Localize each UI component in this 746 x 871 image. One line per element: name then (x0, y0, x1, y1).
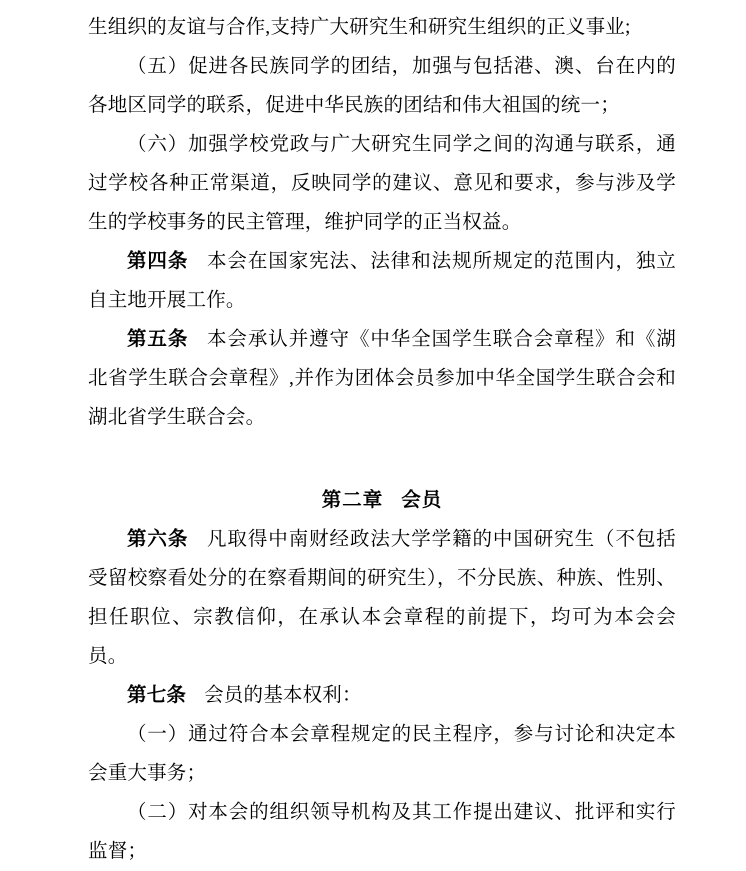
paragraph-article-five (88, 320, 676, 437)
article-four-term: 第四条 (127, 251, 189, 272)
article-five-text: 本会承认并遵守《中华全国学生联合会章程》和《湖北省学生联合会章程》,并作为团体会员参加中华全国学生联合会和湖北省学生联合会。 (88, 329, 676, 428)
paragraph-item-five: （五）促进各民族同学的团结，加强与包括港、澳、台在内的各地区同学的联系，促进中华民族的团结和伟大祖国的统一； (88, 56, 676, 116)
paragraph-right-one: （一）通过符合本会章程规定的民主程序，参与讨论和决定本会重大事务； (88, 724, 676, 784)
article-six-text: 凡取得中南财经政法大学学籍的中国研究生（不包括受留校察看处分的在察看期间的研究生），不分民族、种族、性别、担任职位、宗教信仰，在承认本会章程的前提下，均可为本会会员。 (88, 529, 676, 667)
paragraph-right-two: （二）对本会的组织领导机构及其工作提出建议、批评和实行监督； (88, 802, 676, 862)
article-four-text: 本会在国家宪法、法律和法规所规定的范围内，独立自主地开展工作。 (88, 251, 676, 311)
chapter-two-title: 会员 (401, 490, 443, 511)
article-five-term: 第五条 (127, 329, 189, 350)
section-spacer (88, 437, 676, 481)
chapter-two-heading (88, 481, 676, 520)
chapter-two-label: 第二章 (321, 490, 384, 511)
paragraph-item-six: （六）加强学校党政与广大研究生同学之间的沟通与联系，通过学校各种正常渠道，反映同学的建议、意见和要求，参与涉及学生的学校事务的民主管理，维护同学的正当权益。 (88, 134, 676, 233)
paragraph-article-six (88, 520, 676, 676)
paragraph-article-seven (88, 676, 676, 715)
article-six-term: 第六条 (127, 529, 189, 550)
article-seven-text: 会员的基本权利： (204, 685, 362, 706)
article-seven-term: 第七条 (127, 685, 187, 706)
paragraph-cooperation-continued: 生组织的友谊与合作,支持广大研究生和研究生组织的正义事业; (88, 17, 631, 38)
paragraph-article-four (88, 242, 676, 320)
